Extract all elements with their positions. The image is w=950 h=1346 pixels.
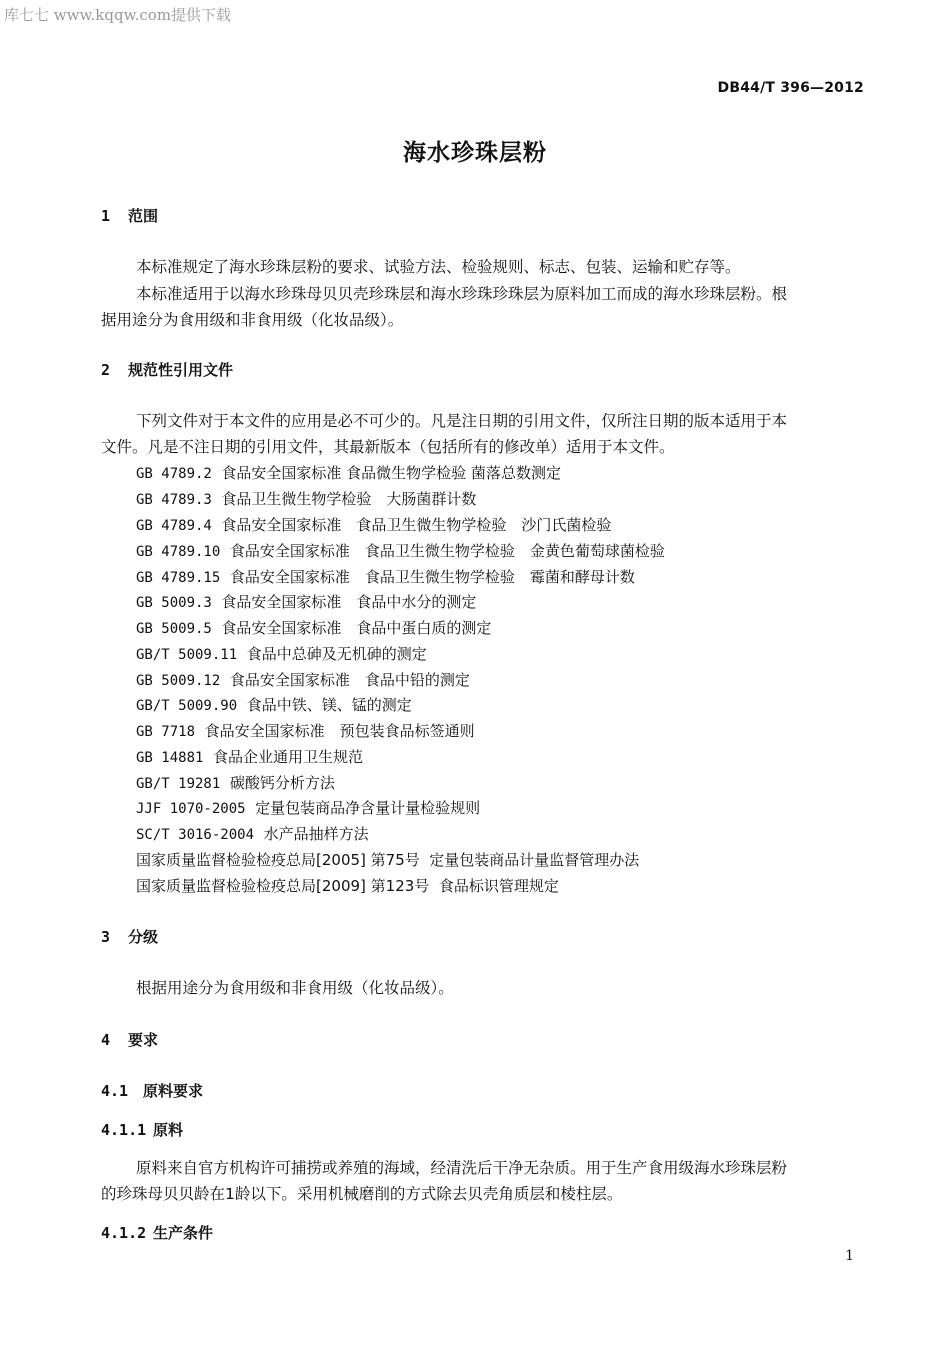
reference-item bbox=[136, 643, 427, 664]
reference-code: GB 7718 bbox=[136, 724, 196, 740]
paragraph-raw-material-line-1: 原料来自官方机构许可捕捞或养殖的海域，经清洗后干净无杂质。用于生产食用级海水珍珠层粉 bbox=[136, 1159, 788, 1177]
section-2-heading bbox=[101, 359, 233, 380]
reference-item bbox=[136, 591, 476, 612]
section-title: 规范性引用文件 bbox=[128, 361, 234, 379]
subsection-4-1-2-heading bbox=[101, 1222, 213, 1243]
reference-code: SC/T 3016-2004 bbox=[136, 827, 255, 843]
paragraph-raw-material-line-2: 的珍珠母贝贝龄在1龄以下。采用机械磨削的方式除去贝壳角质层和棱柱层。 bbox=[101, 1185, 623, 1203]
section-number: 1 bbox=[101, 207, 111, 225]
reference-code: GB 5009.3 bbox=[136, 595, 212, 611]
reference-code: 国家质量监督检验检疫总局[2009] 第123号 bbox=[136, 877, 430, 895]
reference-title: 食品标识管理规定 bbox=[438, 877, 559, 895]
paragraph-refs-intro-line-2: 文件。凡是不注日期的引用文件，其最新版本（包括所有的修改单）适用于本文件。 bbox=[101, 438, 675, 456]
reference-item bbox=[136, 746, 363, 767]
reference-title: 食品安全国家标准 食品卫生微生物学检验 沙门氏菌检验 bbox=[221, 516, 612, 534]
reference-title: 食品安全国家标准 食品中蛋白质的测定 bbox=[221, 619, 492, 637]
section-3-heading bbox=[101, 926, 158, 947]
watermark: 库七七 www.kqqw.com提供下载 bbox=[4, 6, 232, 24]
reference-code: JJF 1070-2005 bbox=[136, 801, 246, 817]
section-number: 2 bbox=[101, 361, 111, 379]
reference-title: 食品安全国家标准 食品中铅的测定 bbox=[229, 671, 470, 689]
reference-code: GB 5009.12 bbox=[136, 673, 221, 689]
reference-item bbox=[136, 875, 559, 896]
reference-title: 水产品抽样方法 bbox=[263, 825, 369, 843]
reference-item bbox=[136, 849, 639, 870]
section-title: 分级 bbox=[128, 928, 159, 946]
reference-code: GB/T 19281 bbox=[136, 776, 221, 792]
reference-code: GB/T 5009.11 bbox=[136, 647, 238, 663]
reference-title: 食品中铁、镁、锰的测定 bbox=[246, 696, 412, 714]
reference-title: 食品安全国家标准 预包装食品标签通则 bbox=[204, 722, 475, 740]
subsection-title: 原料要求 bbox=[143, 1082, 204, 1100]
reference-item bbox=[136, 823, 369, 844]
section-1-heading bbox=[101, 205, 158, 226]
section-number: 4 bbox=[101, 1031, 111, 1049]
subsection-4-1-heading bbox=[101, 1080, 203, 1101]
reference-title: 碳酸钙分析方法 bbox=[229, 774, 335, 792]
reference-item bbox=[136, 566, 635, 587]
reference-code: GB 5009.5 bbox=[136, 621, 212, 637]
standard-code: DB44/T 396—2012 bbox=[717, 80, 864, 96]
reference-title: 食品中总砷及无机砷的测定 bbox=[246, 645, 427, 663]
reference-code: GB 4789.10 bbox=[136, 544, 221, 560]
reference-code: GB 4789.3 bbox=[136, 492, 212, 508]
reference-item bbox=[136, 488, 476, 509]
reference-item bbox=[136, 720, 475, 741]
reference-title: 食品企业通用卫生规范 bbox=[212, 748, 363, 766]
section-number: 3 bbox=[101, 928, 111, 946]
reference-title: 食品安全国家标准 食品卫生微生物学检验 金黄色葡萄球菌检验 bbox=[229, 542, 665, 560]
reference-code: GB 4789.4 bbox=[136, 518, 212, 534]
reference-item bbox=[136, 514, 611, 535]
paragraph-refs-intro-line-1: 下列文件对于本文件的应用是必不可少的。凡是注日期的引用文件，仅所注日期的版本适用于本 bbox=[136, 412, 788, 430]
paragraph-grading: 根据用途分为食用级和非食用级（化妆品级）。 bbox=[136, 979, 454, 997]
reference-item bbox=[136, 797, 480, 818]
subsection-4-1-1-heading bbox=[101, 1119, 183, 1140]
section-title: 要求 bbox=[128, 1031, 159, 1049]
reference-item bbox=[136, 669, 470, 690]
section-title: 范围 bbox=[128, 207, 159, 225]
reference-title: 食品安全国家标准 食品中水分的测定 bbox=[221, 593, 477, 611]
reference-item bbox=[136, 694, 412, 715]
subsection-title: 原料 bbox=[153, 1121, 184, 1139]
paragraph-scope-1: 本标准规定了海水珍珠层粉的要求、试验方法、检验规则、标志、包装、运输和贮存等。 bbox=[136, 258, 741, 276]
paragraph-scope-2-line-2: 据用途分为食用级和非食用级（化妆品级）。 bbox=[101, 311, 404, 329]
reference-code: GB 4789.15 bbox=[136, 570, 221, 586]
reference-code: 国家质量监督检验检疫总局[2005] 第75号 bbox=[136, 851, 420, 869]
reference-title: 定量包装商品净含量计量检验规则 bbox=[255, 799, 481, 817]
reference-title: 食品安全国家标准 食品卫生微生物学检验 霉菌和酵母计数 bbox=[229, 568, 635, 586]
page-number: 1 bbox=[845, 1248, 854, 1264]
reference-item bbox=[136, 540, 665, 561]
reference-item bbox=[136, 617, 491, 638]
paragraph-scope-2-line-1: 本标准适用于以海水珍珠母贝贝壳珍珠层和海水珍珠珍珠层为原料加工而成的海水珍珠层粉。根 bbox=[136, 285, 788, 303]
reference-title: 食品安全国家标准 食品微生物学检验 菌落总数测定 bbox=[221, 464, 561, 482]
subsection-number: 4.1 bbox=[101, 1082, 129, 1100]
reference-title: 定量包装商品计量监督管理办法 bbox=[429, 851, 640, 869]
reference-title: 食品卫生微生物学检验 大肠菌群计数 bbox=[221, 490, 477, 508]
subsection-number: 4.1.1 bbox=[101, 1121, 147, 1139]
reference-code: GB/T 5009.90 bbox=[136, 698, 238, 714]
subsection-number: 4.1.2 bbox=[101, 1224, 147, 1242]
subsection-title: 生产条件 bbox=[153, 1224, 214, 1242]
reference-code: GB 14881 bbox=[136, 750, 204, 766]
document-title: 海水珍珠层粉 bbox=[403, 140, 547, 166]
section-4-heading bbox=[101, 1029, 158, 1050]
reference-item bbox=[136, 772, 335, 793]
reference-item bbox=[136, 462, 561, 483]
reference-code: GB 4789.2 bbox=[136, 466, 212, 482]
